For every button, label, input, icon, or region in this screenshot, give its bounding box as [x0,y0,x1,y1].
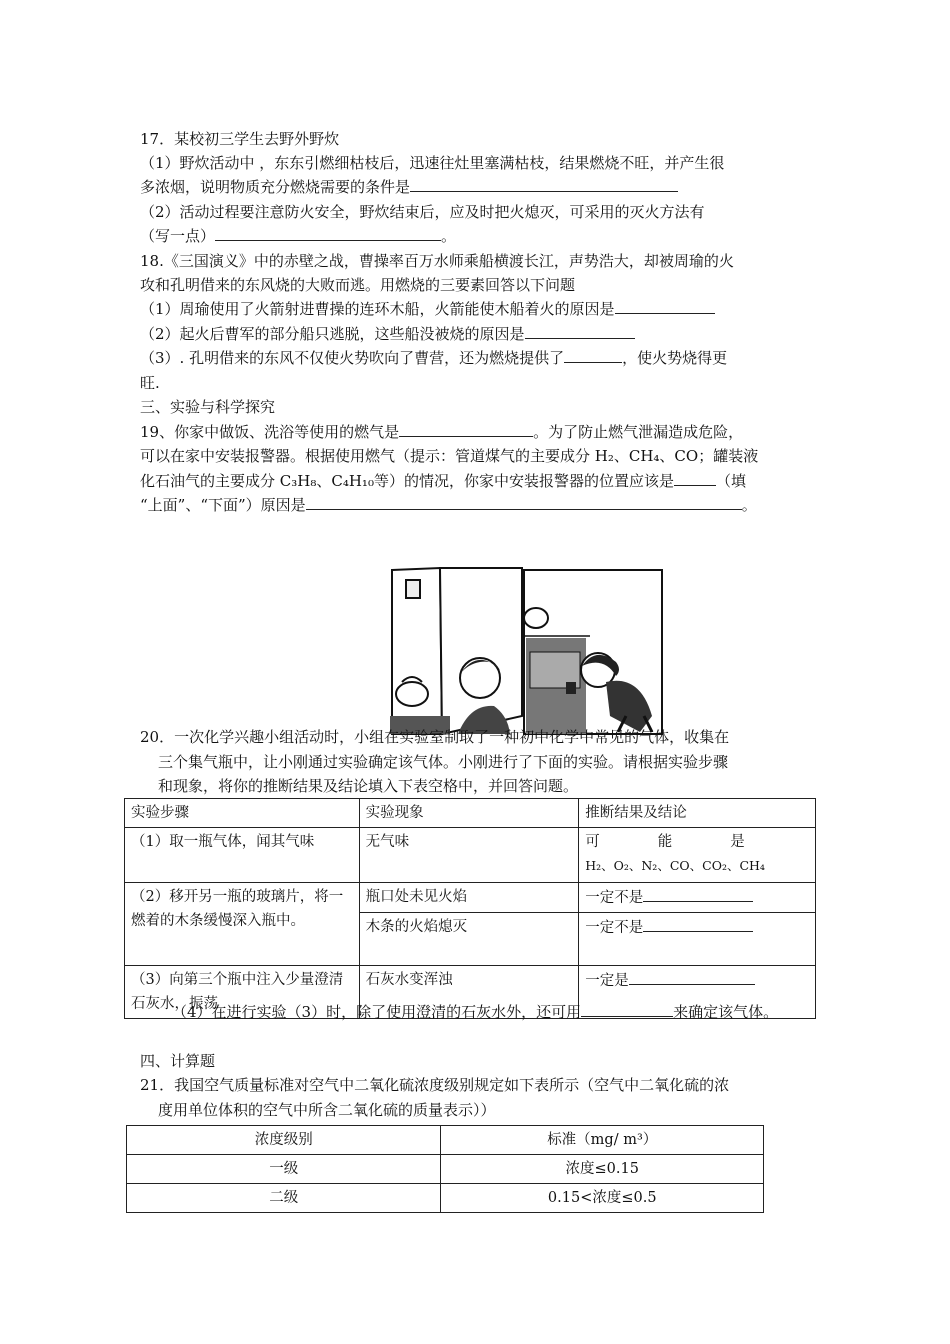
table-row [125,828,816,883]
answer-blank[interactable] [581,1000,673,1017]
observation-cell: 木条的火焰熄灭 [359,913,579,966]
step-cell: （3）向第三个瓶中注入少量澄清石灰水，振荡 [125,966,360,1019]
answer-blank[interactable] [674,469,716,486]
alarm-icon [566,682,576,694]
standard-cell: 浓度≤0.15 [441,1155,764,1184]
q20-line3: 和现象，将你的推断结果及结论填入下表空格中，并回答问题。 [158,777,579,795]
header-cell: 实验步骤 [125,799,360,828]
result-cell: 一定不是 [579,883,816,913]
q20-line1: 20．一次化学兴趣小组活动时，小组在实验室制取了一种初中化学中常见的气体，收集在 [140,728,730,746]
q21-line2: 度用单位体积的空气中所含二氧化硫的质量表示）） [158,1101,496,1119]
q18-part3-line2: 旺. [140,374,160,392]
section-4-heading: 四、计算题 [140,1052,216,1070]
header-cell: 推断结果及结论 [579,799,816,828]
level-cell: 一级 [127,1155,441,1184]
q21-line1: 21．我国空气质量标准对空气中二氧化硫浓度级别规定如下表所示（空气中二氧化硫的浓 [140,1076,730,1094]
answer-blank[interactable] [525,322,635,339]
answer-blank[interactable] [410,175,678,192]
q20-line2: 三个集气瓶中，让小刚通过实验确定该气体。小刚进行了下面的实验。请根据实验步骤 [158,753,729,771]
result-cell: 一定不是 [579,913,816,966]
observation-cell: 石灰水变浑浊 [359,966,579,1019]
q19-line3: 化石油气的主要成分 C₃H₈、C₄H₁₀等）的情况，你家中安装报警器的位置应该是 （填 [140,469,746,493]
answer-blank[interactable] [564,346,622,363]
answer-blank[interactable] [615,297,715,314]
q20-part4: （4）在进行实验（3）时，除了使用澄清的石灰水外，还可用 来确定该气体。 [172,1000,778,1024]
answer-blank[interactable] [643,885,753,902]
answer-blank[interactable] [215,224,441,241]
sulfur-dioxide-standard-table [126,1125,764,1213]
q19-line2: 可以在家中安装报警器。根据使用燃气（提示：管道煤气的主要成分 H₂、CH₄、CO；罐装液 [140,447,759,465]
header-cell: 实验现象 [359,799,579,828]
q18-line1: 18.《三国演义》中的赤壁之战，曹操率百万水师乘船横渡长江，声势浩大，却被周瑜的火 [140,252,734,270]
level-cell: 二级 [127,1184,441,1213]
result-cell: 一定是 [579,966,816,1019]
q17-part1-line1: （1）野炊活动中 ，东东引燃细枯枝后，迅速往灶里塞满枯枝，结果燃烧不旺，并产生很 [140,154,725,172]
header-cell: 浓度级别 [127,1126,441,1155]
table-header-row [125,799,816,828]
answer-blank[interactable] [643,915,753,932]
answer-blank[interactable] [306,493,742,510]
step-cell: （2）移开另一瓶的玻璃片，将一燃着的木条缓慢深入瓶中。 [125,883,360,966]
standard-cell: 0.15<浓度≤0.5 [441,1184,764,1213]
answer-blank[interactable] [399,420,533,437]
q17-part1-line2: 多浓烟，说明物质充分燃烧需要的条件是 [140,175,678,199]
q18-part1: （1）周瑜使用了火箭射进曹操的连环木船，火箭能使木船着火的原因是 [140,297,715,321]
table-header-row [127,1126,764,1155]
kitchen-gas-alarm-illustration [390,566,664,736]
q19-line4: “上面”、“下面”）原因是 。 [140,493,757,517]
experiment-table [124,798,816,1019]
table-row [127,1155,764,1184]
alarm-icon [406,580,420,598]
q17-part2-line2: （写一点） 。 [140,224,456,248]
observation-cell: 瓶口处未见火焰 [359,883,579,913]
result-cell: 可 能 是 H₂、O₂、N₂、CO、CO₂、CH₄ [579,828,816,883]
step-cell: （1）取一瓶气体，闻其气味 [125,828,360,883]
q17-part2-line1: （2）活动过程要注意防火安全，野炊结束后，应及时把火熄灭，可采用的灭火方法有 [140,203,705,221]
q19-line1: 19、你家中做饭、洗浴等使用的燃气是 。为了防止燃气泄漏造成危险， [140,420,743,444]
q18-part2: （2）起火后曹军的部分船只逃脱，这些船没被烧的原因是 [140,322,635,346]
section-3-heading: 三、实验与科学探究 [140,398,276,416]
observation-cell: 无气味 [359,828,579,883]
table-row [125,883,816,913]
kettle-icon [396,682,428,706]
header-cell: 标准（mg/ m³） [441,1126,764,1155]
q18-part3-line1: （3）. 孔明借来的东风不仅使火势吹向了曹营，还为燃烧提供了 ，使火势烧得更 [140,346,727,370]
table-row [127,1184,764,1213]
q18-line2: 攻和孔明借来的东风烧的大败而逃。用燃烧的三要素回答以下问题 [140,276,576,294]
q17-title: 17．某校初三学生去野外野炊 [140,130,340,148]
answer-blank[interactable] [629,968,755,985]
